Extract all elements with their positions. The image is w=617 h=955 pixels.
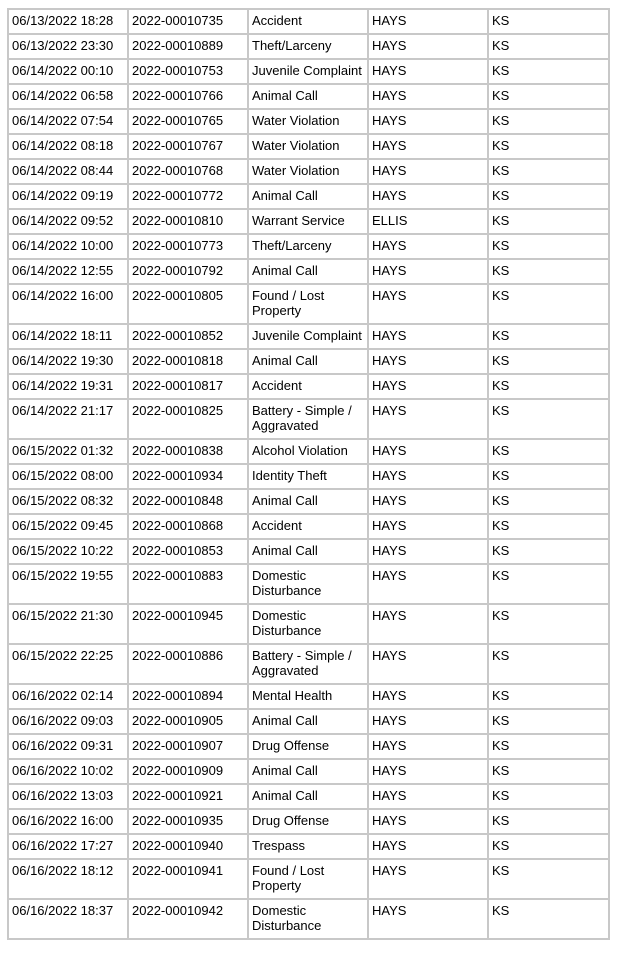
case-number-cell: 2022-00010907 <box>129 735 249 760</box>
table-row <box>9 210 610 235</box>
case-number-cell: 2022-00010753 <box>129 60 249 85</box>
offense-cell: Drug Offense <box>249 810 369 835</box>
date-time-cell: 06/15/2022 08:00 <box>9 465 129 490</box>
case-number-cell: 2022-00010894 <box>129 685 249 710</box>
date-time-cell: 06/13/2022 18:28 <box>9 10 129 35</box>
state-cell: KS <box>489 810 610 835</box>
table-row <box>9 900 610 940</box>
city-cell: HAYS <box>369 440 489 465</box>
offense-cell: Animal Call <box>249 185 369 210</box>
state-cell: KS <box>489 285 610 325</box>
case-number-cell: 2022-00010765 <box>129 110 249 135</box>
date-time-cell: 06/15/2022 22:25 <box>9 645 129 685</box>
date-time-cell: 06/16/2022 10:02 <box>9 760 129 785</box>
offense-cell: Trespass <box>249 835 369 860</box>
date-time-cell: 06/16/2022 17:27 <box>9 835 129 860</box>
state-cell: KS <box>489 110 610 135</box>
date-time-cell: 06/14/2022 00:10 <box>9 60 129 85</box>
offense-cell: Accident <box>249 515 369 540</box>
case-number-cell: 2022-00010852 <box>129 325 249 350</box>
date-time-cell: 06/15/2022 09:45 <box>9 515 129 540</box>
date-time-cell: 06/14/2022 08:18 <box>9 135 129 160</box>
state-cell: KS <box>489 785 610 810</box>
case-number-cell: 2022-00010868 <box>129 515 249 540</box>
incident-log-table <box>7 8 610 940</box>
city-cell: HAYS <box>369 515 489 540</box>
state-cell: KS <box>489 645 610 685</box>
case-number-cell: 2022-00010818 <box>129 350 249 375</box>
case-number-cell: 2022-00010935 <box>129 810 249 835</box>
city-cell: HAYS <box>369 260 489 285</box>
offense-cell: Juvenile Complaint <box>249 60 369 85</box>
case-number-cell: 2022-00010921 <box>129 785 249 810</box>
state-cell: KS <box>489 85 610 110</box>
offense-cell: Water Violation <box>249 160 369 185</box>
date-time-cell: 06/16/2022 09:31 <box>9 735 129 760</box>
offense-cell: Theft/Larceny <box>249 235 369 260</box>
date-time-cell: 06/16/2022 18:12 <box>9 860 129 900</box>
state-cell: KS <box>489 540 610 565</box>
city-cell: HAYS <box>369 375 489 400</box>
case-number-cell: 2022-00010773 <box>129 235 249 260</box>
state-cell: KS <box>489 160 610 185</box>
offense-cell: Water Violation <box>249 135 369 160</box>
city-cell: HAYS <box>369 860 489 900</box>
offense-cell: Domestic Disturbance <box>249 900 369 940</box>
city-cell: HAYS <box>369 565 489 605</box>
table-row <box>9 440 610 465</box>
city-cell: HAYS <box>369 490 489 515</box>
city-cell: HAYS <box>369 710 489 735</box>
case-number-cell: 2022-00010940 <box>129 835 249 860</box>
state-cell: KS <box>489 325 610 350</box>
date-time-cell: 06/14/2022 19:31 <box>9 375 129 400</box>
city-cell: HAYS <box>369 400 489 440</box>
date-time-cell: 06/14/2022 10:00 <box>9 235 129 260</box>
case-number-cell: 2022-00010838 <box>129 440 249 465</box>
offense-cell: Theft/Larceny <box>249 35 369 60</box>
city-cell: HAYS <box>369 160 489 185</box>
offense-cell: Animal Call <box>249 85 369 110</box>
city-cell: HAYS <box>369 135 489 160</box>
date-time-cell: 06/15/2022 08:32 <box>9 490 129 515</box>
city-cell: HAYS <box>369 835 489 860</box>
city-cell: HAYS <box>369 85 489 110</box>
table-row <box>9 860 610 900</box>
case-number-cell: 2022-00010810 <box>129 210 249 235</box>
state-cell: KS <box>489 515 610 540</box>
state-cell: KS <box>489 760 610 785</box>
table-row <box>9 135 610 160</box>
city-cell: HAYS <box>369 110 489 135</box>
table-row <box>9 110 610 135</box>
offense-cell: Mental Health <box>249 685 369 710</box>
state-cell: KS <box>489 60 610 85</box>
offense-cell: Animal Call <box>249 490 369 515</box>
city-cell: ELLIS <box>369 210 489 235</box>
date-time-cell: 06/16/2022 13:03 <box>9 785 129 810</box>
table-row <box>9 85 610 110</box>
city-cell: HAYS <box>369 735 489 760</box>
state-cell: KS <box>489 835 610 860</box>
offense-cell: Domestic Disturbance <box>249 605 369 645</box>
case-number-cell: 2022-00010941 <box>129 860 249 900</box>
offense-cell: Animal Call <box>249 710 369 735</box>
city-cell: HAYS <box>369 760 489 785</box>
city-cell: HAYS <box>369 785 489 810</box>
case-number-cell: 2022-00010766 <box>129 85 249 110</box>
case-number-cell: 2022-00010735 <box>129 10 249 35</box>
incident-log-body <box>9 10 610 940</box>
offense-cell: Animal Call <box>249 260 369 285</box>
table-row <box>9 260 610 285</box>
city-cell: HAYS <box>369 185 489 210</box>
date-time-cell: 06/14/2022 12:55 <box>9 260 129 285</box>
table-row <box>9 810 610 835</box>
case-number-cell: 2022-00010942 <box>129 900 249 940</box>
case-number-cell: 2022-00010934 <box>129 465 249 490</box>
state-cell: KS <box>489 710 610 735</box>
table-row <box>9 235 610 260</box>
state-cell: KS <box>489 10 610 35</box>
offense-cell: Juvenile Complaint <box>249 325 369 350</box>
state-cell: KS <box>489 35 610 60</box>
state-cell: KS <box>489 685 610 710</box>
case-number-cell: 2022-00010905 <box>129 710 249 735</box>
table-row <box>9 735 610 760</box>
table-row <box>9 685 610 710</box>
state-cell: KS <box>489 210 610 235</box>
offense-cell: Found / Lost Property <box>249 860 369 900</box>
offense-cell: Identity Theft <box>249 465 369 490</box>
date-time-cell: 06/15/2022 01:32 <box>9 440 129 465</box>
case-number-cell: 2022-00010817 <box>129 375 249 400</box>
date-time-cell: 06/14/2022 21:17 <box>9 400 129 440</box>
city-cell: HAYS <box>369 35 489 60</box>
table-row <box>9 325 610 350</box>
state-cell: KS <box>489 400 610 440</box>
date-time-cell: 06/14/2022 07:54 <box>9 110 129 135</box>
city-cell: HAYS <box>369 605 489 645</box>
table-row <box>9 515 610 540</box>
case-number-cell: 2022-00010889 <box>129 35 249 60</box>
state-cell: KS <box>489 375 610 400</box>
case-number-cell: 2022-00010825 <box>129 400 249 440</box>
table-row <box>9 540 610 565</box>
state-cell: KS <box>489 605 610 645</box>
case-number-cell: 2022-00010886 <box>129 645 249 685</box>
case-number-cell: 2022-00010909 <box>129 760 249 785</box>
city-cell: HAYS <box>369 540 489 565</box>
state-cell: KS <box>489 565 610 605</box>
table-row <box>9 35 610 60</box>
table-row <box>9 490 610 515</box>
offense-cell: Animal Call <box>249 760 369 785</box>
city-cell: HAYS <box>369 325 489 350</box>
table-row <box>9 605 610 645</box>
state-cell: KS <box>489 235 610 260</box>
date-time-cell: 06/14/2022 19:30 <box>9 350 129 375</box>
offense-cell: Animal Call <box>249 785 369 810</box>
state-cell: KS <box>489 735 610 760</box>
date-time-cell: 06/14/2022 09:52 <box>9 210 129 235</box>
state-cell: KS <box>489 900 610 940</box>
offense-cell: Battery - Simple / Aggravated <box>249 645 369 685</box>
city-cell: HAYS <box>369 645 489 685</box>
table-row <box>9 160 610 185</box>
offense-cell: Water Violation <box>249 110 369 135</box>
date-time-cell: 06/16/2022 02:14 <box>9 685 129 710</box>
table-row <box>9 835 610 860</box>
table-row <box>9 375 610 400</box>
case-number-cell: 2022-00010805 <box>129 285 249 325</box>
offense-cell: Animal Call <box>249 350 369 375</box>
state-cell: KS <box>489 260 610 285</box>
table-row <box>9 400 610 440</box>
case-number-cell: 2022-00010945 <box>129 605 249 645</box>
offense-cell: Accident <box>249 10 369 35</box>
date-time-cell: 06/14/2022 18:11 <box>9 325 129 350</box>
date-time-cell: 06/14/2022 09:19 <box>9 185 129 210</box>
table-row <box>9 350 610 375</box>
state-cell: KS <box>489 440 610 465</box>
table-row <box>9 565 610 605</box>
table-row <box>9 760 610 785</box>
city-cell: HAYS <box>369 685 489 710</box>
state-cell: KS <box>489 185 610 210</box>
date-time-cell: 06/16/2022 09:03 <box>9 710 129 735</box>
offense-cell: Battery - Simple / Aggravated <box>249 400 369 440</box>
date-time-cell: 06/15/2022 21:30 <box>9 605 129 645</box>
case-number-cell: 2022-00010883 <box>129 565 249 605</box>
date-time-cell: 06/16/2022 16:00 <box>9 810 129 835</box>
date-time-cell: 06/14/2022 16:00 <box>9 285 129 325</box>
date-time-cell: 06/14/2022 06:58 <box>9 85 129 110</box>
case-number-cell: 2022-00010772 <box>129 185 249 210</box>
state-cell: KS <box>489 465 610 490</box>
table-row <box>9 185 610 210</box>
case-number-cell: 2022-00010853 <box>129 540 249 565</box>
table-row <box>9 285 610 325</box>
offense-cell: Found / Lost Property <box>249 285 369 325</box>
offense-cell: Domestic Disturbance <box>249 565 369 605</box>
date-time-cell: 06/16/2022 18:37 <box>9 900 129 940</box>
state-cell: KS <box>489 135 610 160</box>
city-cell: HAYS <box>369 900 489 940</box>
table-row <box>9 645 610 685</box>
table-row <box>9 710 610 735</box>
state-cell: KS <box>489 490 610 515</box>
table-row <box>9 10 610 35</box>
offense-cell: Accident <box>249 375 369 400</box>
city-cell: HAYS <box>369 285 489 325</box>
city-cell: HAYS <box>369 60 489 85</box>
offense-cell: Animal Call <box>249 540 369 565</box>
city-cell: HAYS <box>369 350 489 375</box>
city-cell: HAYS <box>369 465 489 490</box>
case-number-cell: 2022-00010792 <box>129 260 249 285</box>
date-time-cell: 06/13/2022 23:30 <box>9 35 129 60</box>
city-cell: HAYS <box>369 810 489 835</box>
offense-cell: Warrant Service <box>249 210 369 235</box>
city-cell: HAYS <box>369 235 489 260</box>
offense-cell: Drug Offense <box>249 735 369 760</box>
date-time-cell: 06/15/2022 10:22 <box>9 540 129 565</box>
state-cell: KS <box>489 860 610 900</box>
table-row <box>9 60 610 85</box>
table-row <box>9 785 610 810</box>
case-number-cell: 2022-00010767 <box>129 135 249 160</box>
offense-cell: Alcohol Violation <box>249 440 369 465</box>
state-cell: KS <box>489 350 610 375</box>
table-row <box>9 465 610 490</box>
date-time-cell: 06/15/2022 19:55 <box>9 565 129 605</box>
city-cell: HAYS <box>369 10 489 35</box>
case-number-cell: 2022-00010848 <box>129 490 249 515</box>
date-time-cell: 06/14/2022 08:44 <box>9 160 129 185</box>
case-number-cell: 2022-00010768 <box>129 160 249 185</box>
